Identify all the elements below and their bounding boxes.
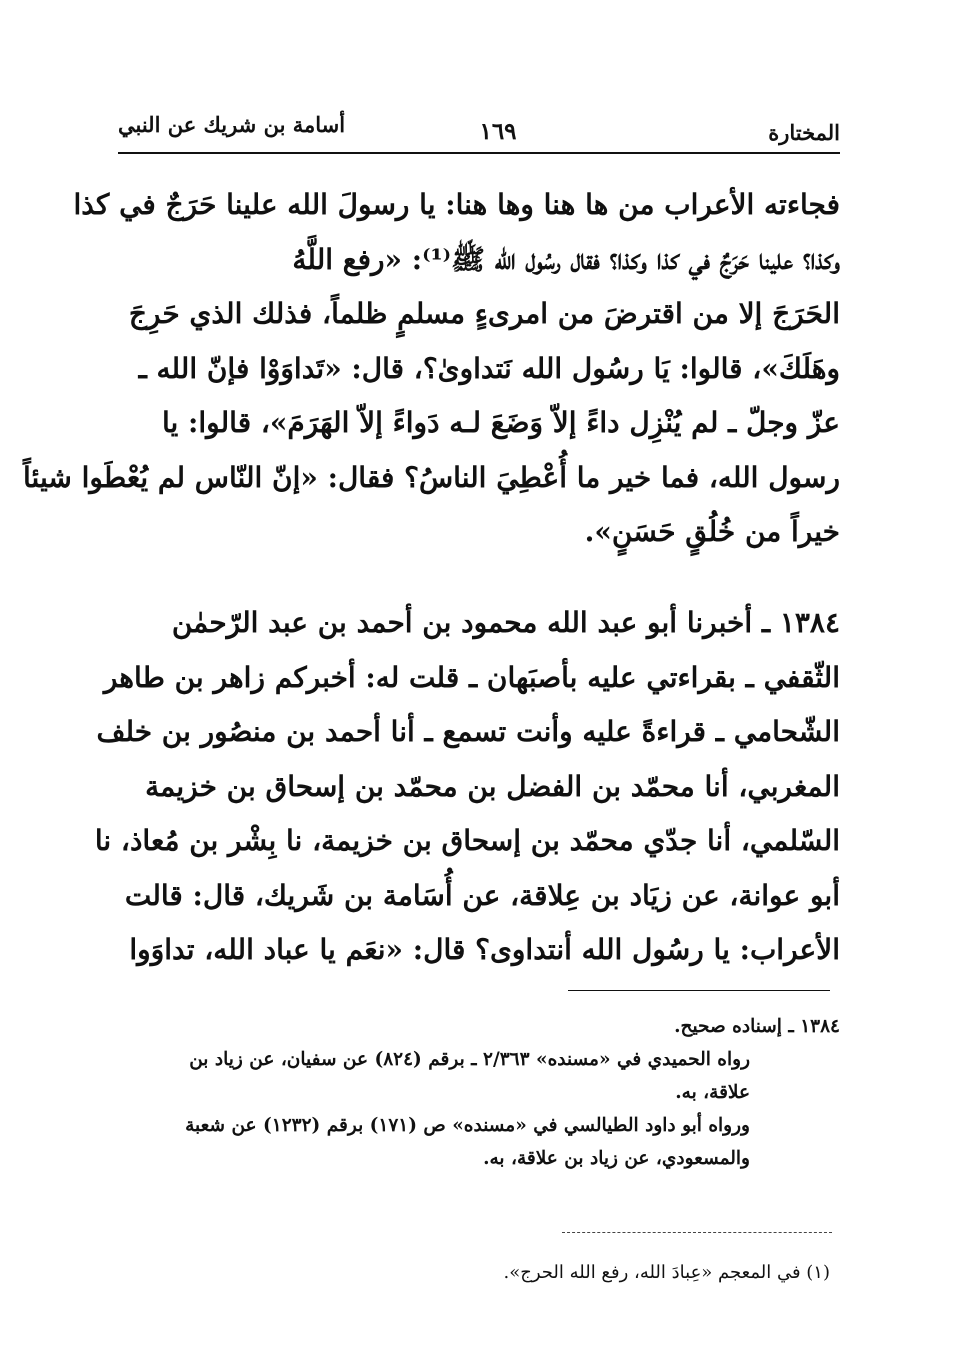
footnote: (١) في المعجم «عِبادَ الله، رفع الله الحرج». [503, 1262, 830, 1283]
text-line: خيراً من خُلُقٍ حَسَنٍ». [584, 515, 840, 548]
running-header [118, 112, 840, 152]
text-line: وهَلَكَ»، قالوا: يَا رسُول الله نَتداوىٰ؟، قال: «تَداوَوْا فإنّ الله ـ [138, 351, 840, 385]
text-line: المغربي، أنا محمّد بن الفضل بن محمّد بن إسحاق بن خزيمة [145, 769, 840, 803]
header-rule [118, 152, 840, 154]
text-line: عزّ وجلّ ـ لم يُنْزِل داءً إلاّ وَضَعَ لـه دَواءً إلاّ الهَرَمَ»، قالوا: يا [161, 406, 840, 439]
text-line: السّلمي، أنا جدّي محمّد بن إسحاق بن خزيمة، نا بِشْر بن مُعاذ، نا [94, 824, 840, 857]
takhrij-line: ورواه أبو داود الطيالسي في «مسنده» ص (١٧١) برقم (١٢٣٢) عن شعبة [185, 1115, 750, 1136]
text-line: الأعراب: يا رسُول الله أنتداوى؟ قال: «نعَم يا عباد الله، تداوَوا [129, 933, 840, 966]
header-chapter-title: أسامة بن شريك عن النبي [118, 112, 346, 137]
text-line: وكذا؟ علينا حَرَجٌ في كذا وكذا؟ فقال رسُول الله ﷺ⁽¹⁾: «رفع اللَّهُ [292, 242, 840, 276]
page-number: ١٦٩ [479, 118, 517, 145]
header-book-title: المختارة [768, 120, 840, 145]
text-line: الحَرَجَ إلا من اقترضَ من امرىءٍ مسلمٍ ظلماً، فذلك الذي حَرِجَ [128, 297, 840, 330]
body-paragraph-hadith-text [22, 178, 840, 558]
text-line: ١٣٨٤ ـ أخبرنا أبو عبد الله محمود بن أحمد بن عبد الرّحمٰن [171, 606, 840, 639]
text-line: الشّحامي ـ قراءةً عليه وأنت تسمع ـ أنا أحمد بن منصُور بن خلف [96, 715, 840, 748]
takhrij-line: علاقة، به. [675, 1082, 750, 1103]
takhrij-line: والمسعودي، عن زياد بن علاقة، به. [483, 1148, 750, 1169]
text-line: رسول الله، فما خير ما أُعْطِيَ الناسُ؟ فقال: «إنّ النّاس لم يُعْطَوا شيئاً [22, 460, 840, 494]
body-paragraph-hadith-1384 [94, 596, 840, 976]
takhrij-line: ١٣٨٤ ـ إسناده صحيح. [674, 1016, 840, 1037]
takhrij-separator [568, 990, 830, 991]
text-line: فجاءته الأعراب من ها هنا وها هنا: يا رسولَ الله علينا حَرَجٌ في كذا [73, 188, 840, 221]
takhrij-line: رواه الحميدي في «مسنده» ٢/٣٦٣ ـ برقم (٨٢٤) عن سفيان، عن زياد بن [189, 1049, 750, 1070]
takhrij-note [108, 1010, 840, 1175]
footnote-separator [562, 1232, 832, 1233]
text-line: الثّقفي ـ بقراءتي عليه بأصبَهان ـ قلت له: أخبركم زاهر بن طاهر [103, 660, 840, 694]
text-line: أبو عوانة، عن زيَاد بن عِلاقة، عن أُسَامة بن شَريك، قال: قالت [124, 878, 840, 912]
